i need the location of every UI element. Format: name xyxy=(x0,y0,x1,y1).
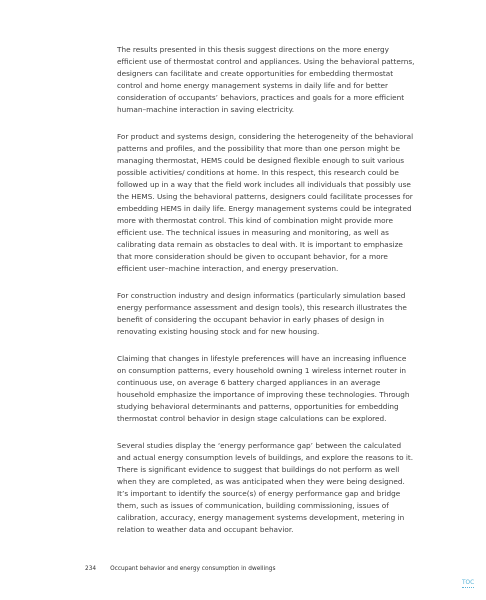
paragraph-2: For product and systems design, considering the heterogeneity of the behavioral patterns and profiles, and the possibility that more than one person might be managing thermostat, HEMS could be designed flexible enough to suit various possible activities/ conditions at home. In this respect, this research could be followed up in a way that the field work includes all individuals that possibly use the HEMS. Using the behavioral patterns, designers could facilitate processes for embedding HEMS in daily life. Energy management systems could be integrated more with thermostat control. This kind of combination might provide more efficient use. The technical issues in measuring and monitoring, as well as calibrating data remain as obstacles to deal with. It is important to emphasize that more consideration should be given to occupant behavior, for a more efficient user–machine interaction, and energy preservation. xyxy=(117,132,414,273)
page-number: 234 xyxy=(85,566,97,572)
running-title: Occupant behavior and energy consumption in dwellings xyxy=(110,566,276,572)
paragraph-3: For construction industry and design informatics (particularly simulation based energy performance assessment and design tools), this research illustrates the benefit of considering the occupant behavior in early phases of design in renovating existing housing stock and for new housing. xyxy=(117,291,407,336)
paragraph-1: The results presented in this thesis suggest directions on the more energy efficient use of thermostat control and appliances. Using the behavioral patterns, designers can facilitate and create opportunities for embedding thermostat control and home energy management systems in daily life and for better consideration of occupants’ behaviors, practices and goals for a more efficient human–machine interaction in saving electricity. xyxy=(117,45,415,114)
toc-link[interactable]: TOC xyxy=(462,580,475,586)
paragraph-4: Claiming that changes in lifestyle preferences will have an increasing influence on consumption patterns, every household owning 1 wireless internet router in continuous use, on average 6 battery charged appliances in an average household emphasize the importance of improving these technologies. Through studying behavioral determinants and patterns, opportunities for embedding thermostat control behavior in design stage calculations can be explored. xyxy=(117,354,410,423)
body-text xyxy=(117,44,417,551)
paragraph-5: Several studies display the ‘energy performance gap’ between the calculated and actual energy consumption levels of buildings, and explore the reasons to it. There is significant evidence to suggest that buildings do not perform as well when they are completed, as was anticipated when they were being designed. It’s important to identify the source(s) of energy performance gap and bridge them, such as issues of communication, building commissioning, issues of calibration, accuracy, energy management systems development, metering in relation to weather data and occupant behavior. xyxy=(117,441,414,534)
page-footer xyxy=(85,566,275,572)
